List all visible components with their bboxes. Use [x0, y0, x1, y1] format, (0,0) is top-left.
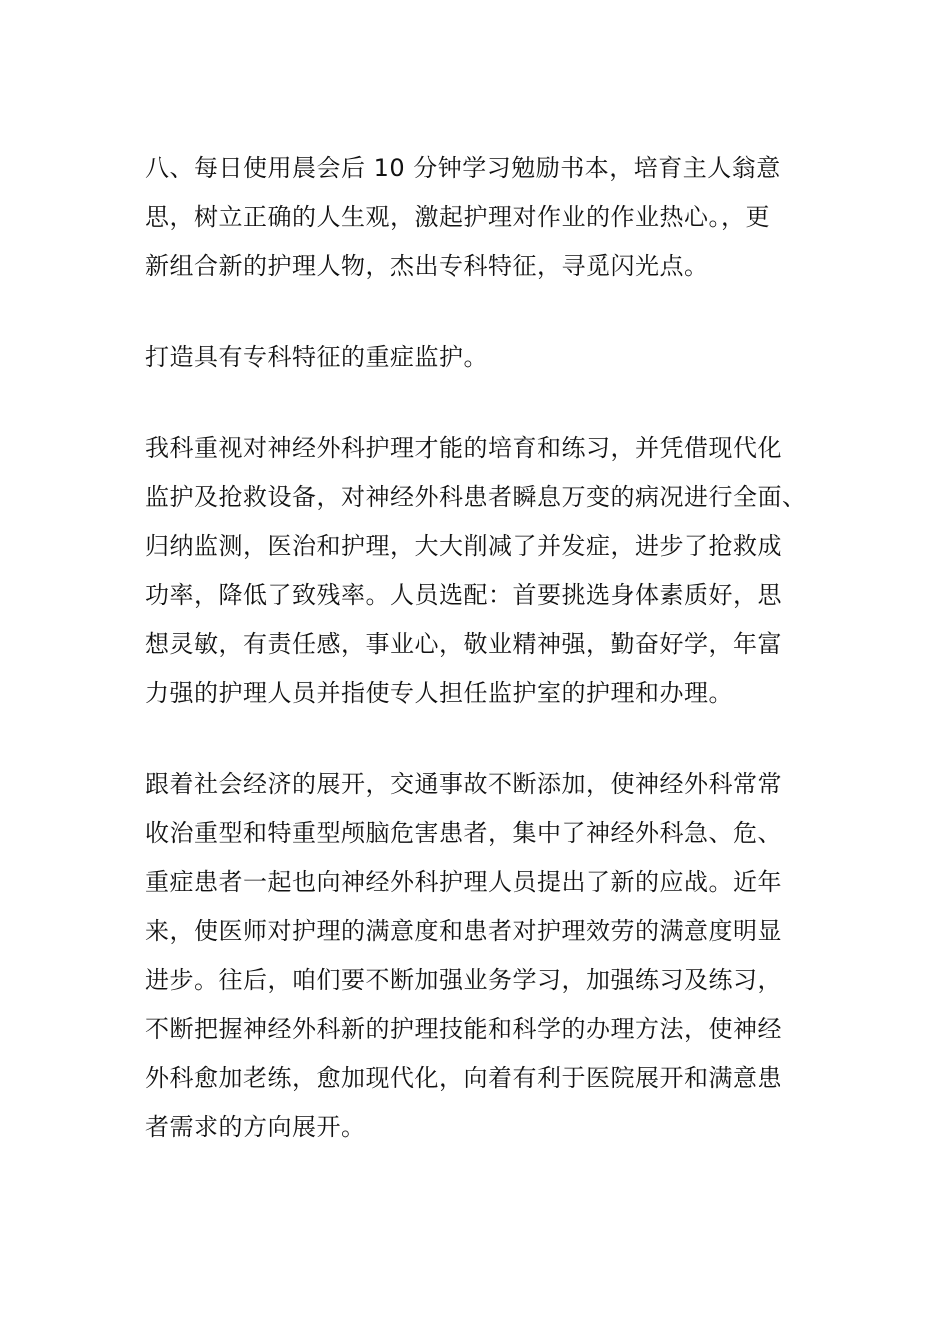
- text-line: 思，树立正确的人生观，激起护理对作业的作业热心。，更: [145, 203, 770, 231]
- text-line: 功率，降低了致残率。人员选配：首要挑选身体素质好，思: [145, 581, 782, 609]
- text-line: 想灵敏，有责任感，事业心，敬业精神强，勤奋好学，年富: [145, 630, 782, 658]
- text-line: 力强的护理人员并指使专人担任监护室的护理和办理。: [145, 679, 733, 707]
- text-line: 外科愈加老练，愈加现代化，向着有利于医院展开和满意患: [145, 1064, 782, 1092]
- text-line: 进步。往后，咱们要不断加强业务学习，加强练习及练习，: [145, 966, 782, 994]
- text-line: 收治重型和特重型颅脑危害患者，集中了神经外科急、危、: [145, 819, 782, 847]
- paragraph-3: [145, 424, 835, 718]
- text-line: 新组合新的护理人物，杰出专科特征，寻觅闪光点。: [145, 252, 709, 280]
- paragraph-4: [145, 760, 835, 1152]
- paragraph-2: [145, 333, 835, 382]
- text-line: 打造具有专科特征的重症监护。: [145, 343, 488, 371]
- text-line: 不断把握神经外科新的护理技能和科学的办理方法，使神经: [145, 1015, 782, 1043]
- text-line: 监护及抢救设备，对神经外科患者瞬息万变的病况进行全面、: [145, 483, 807, 511]
- paragraph-1: [145, 144, 835, 291]
- text-line: 我科重视对神经外科护理才能的培育和练习，并凭借现代化: [145, 434, 782, 462]
- text-line: 跟着社会经济的展开，交通事故不断添加，使神经外科常常: [145, 770, 782, 798]
- document-body: [145, 144, 835, 1194]
- text-line: 八、每日使用晨会后 10 分钟学习勉励书本，培育主人翁意: [145, 154, 781, 182]
- text-line: 重症患者一起也向神经外科护理人员提出了新的应战。近年: [145, 868, 782, 896]
- text-line: 归纳监测，医治和护理，大大削减了并发症，进步了抢救成: [145, 532, 782, 560]
- text-line: 来，使医师对护理的满意度和患者对护理效劳的满意度明显: [145, 917, 782, 945]
- text-line: 者需求的方向展开。: [145, 1113, 366, 1141]
